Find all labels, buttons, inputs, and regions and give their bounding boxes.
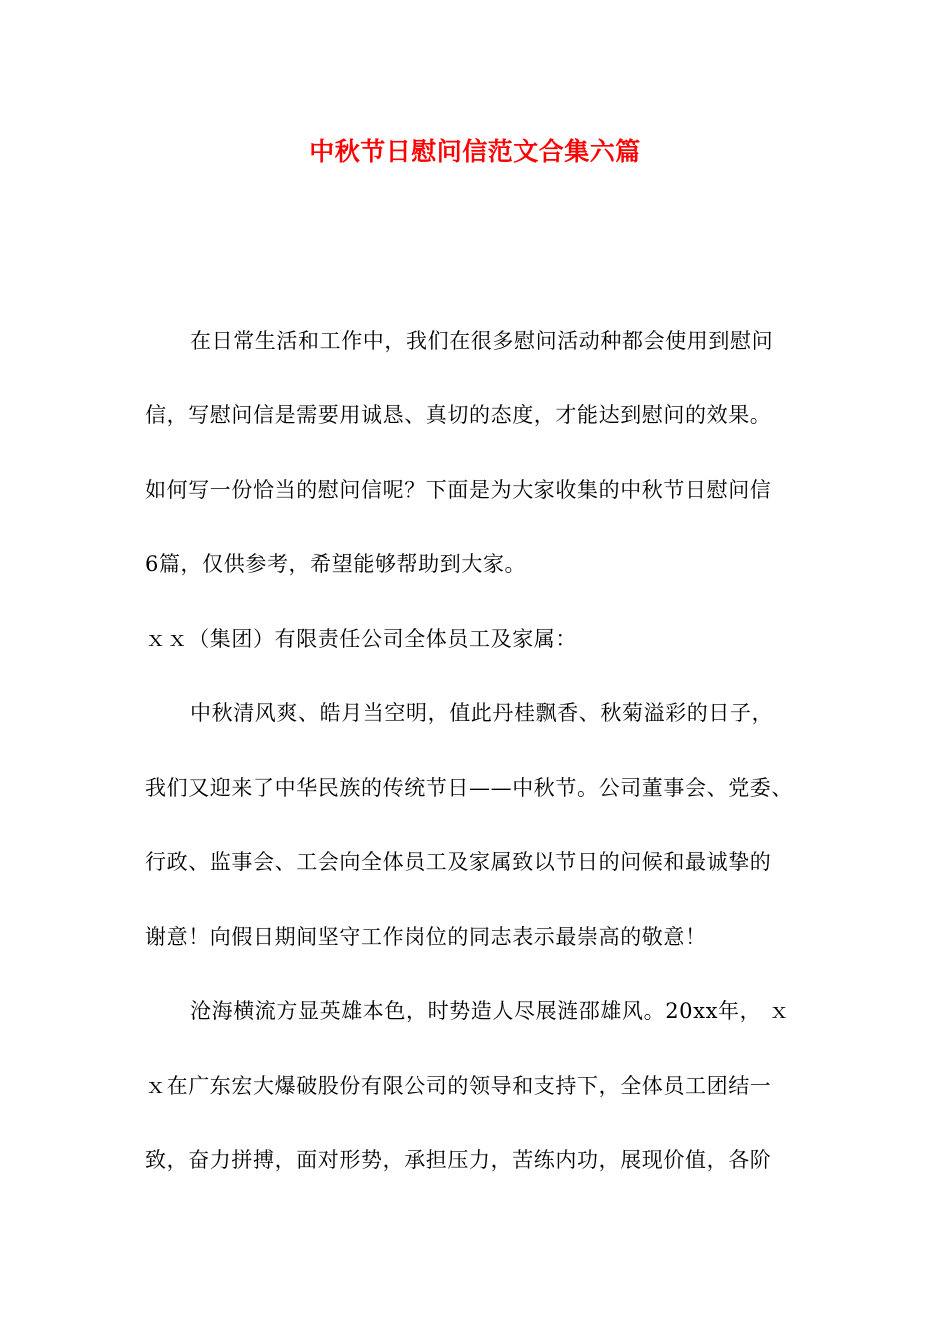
body-line-4: 6篇，仅供参考，希望能够帮助到大家。: [145, 552, 527, 576]
body-line-7: 我们又迎来了中华民族的传统节日——中秋节。公司董事会、党委、: [145, 776, 793, 800]
body-line-3: 如何写一份恰当的慰问信呢？下面是为大家收集的中秋节日慰问信: [145, 478, 772, 502]
body-line-12: 致，奋力拼搏，面对形势，承担压力，苦练内功，展现价值，各阶: [145, 1148, 772, 1172]
body-line-1: 在日常生活和工作中，我们在很多慰问活动种都会使用到慰问: [190, 329, 774, 353]
body-line-6: 中秋清风爽、皓月当空明，值此丹桂飘香、秋菊溢彩的日子，: [190, 701, 774, 725]
document-title: 中秋节日慰问信范文合集六篇: [309, 137, 641, 166]
body-line-10: 沧海横流方显英雄本色，时势造人尽展涟邵雄风。20xx年， ｘ: [190, 999, 791, 1023]
body-line-8: 行政、监事会、工会向全体员工及家属致以节日的问候和最诚挚的: [145, 850, 772, 874]
body-line-11: ｘ在广东宏大爆破股份有限公司的领导和支持下，全体员工团结一: [145, 1074, 772, 1098]
body-line-2: 信，写慰问信是需要用诚恳、真切的态度，才能达到慰问的效果。: [145, 403, 772, 427]
body-line-9: 谢意！向假日期间坚守工作岗位的同志表示最崇高的敬意！: [145, 925, 707, 949]
salutation-line: ｘｘ（集团）有限责任公司全体员工及家属：: [145, 627, 577, 651]
